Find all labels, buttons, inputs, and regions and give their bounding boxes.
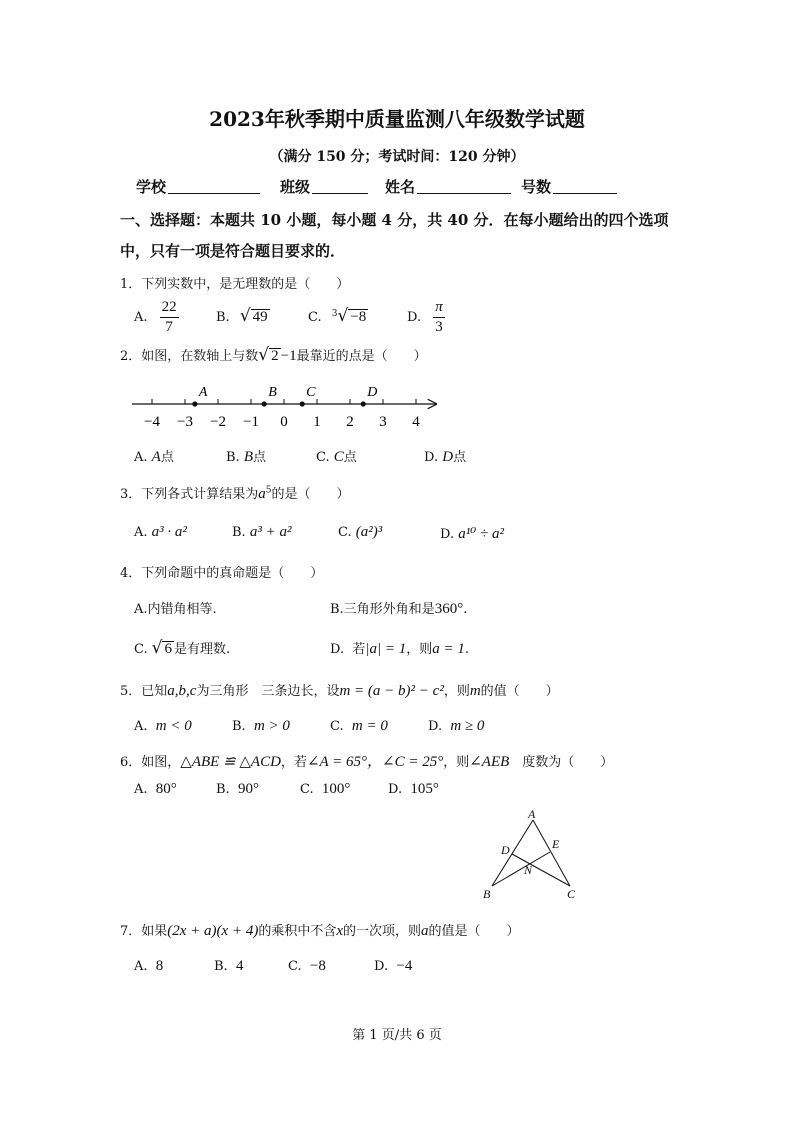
q1-d-label: D.: [407, 310, 422, 325]
name-label: 姓名: [385, 178, 416, 196]
q2-option-b: B. B点: [226, 449, 267, 465]
triangle-figure: [478, 806, 588, 902]
number-line-tick-label: −4: [144, 414, 160, 430]
number-line-point: [300, 401, 305, 406]
number-line-tick-label: 2: [346, 414, 354, 430]
q2-radical: 2: [271, 348, 279, 364]
section-heading-line1: 一、选择题：本题共 10 小题，每小题 4 分，共 40 分．在每小题给出的四个选项: [120, 211, 669, 229]
figure-label-E: E: [552, 837, 560, 851]
number-line-tick-label: −3: [177, 414, 193, 430]
name-field: [385, 176, 511, 197]
q1-a-fraction: $\frac{22}{7}$: [161, 299, 177, 335]
number-line-point-label: A: [198, 385, 208, 400]
q1-stem: 1．下列实数中，是无理数的是（ ）: [120, 277, 350, 292]
segment-BE: [492, 852, 550, 886]
q7-option-b: B. 4: [214, 958, 244, 974]
q3-option-d: D. a¹⁰ ÷ a²: [440, 526, 504, 542]
number-field: [521, 176, 617, 197]
q1-b-radical: 49: [252, 309, 268, 325]
q3-option-a: A. a³ · a²: [134, 524, 187, 540]
q1-d-fraction: $\frac{\pi}{3}$: [435, 299, 443, 335]
q6-option-d: D. 105°: [388, 781, 439, 797]
q1-option-d: [407, 300, 445, 335]
q6-option-c: C. 100°: [300, 781, 351, 797]
number-line-tick-label: −2: [210, 414, 226, 430]
number-label: 号数: [521, 178, 552, 196]
exam-title: 2023年秋季期中质量监测八年级数学试题: [209, 107, 585, 131]
q2-stem: 2．如图，在数轴上与数√ 2 −1最靠近的点是（ ）: [120, 345, 427, 365]
q1-option-a: [134, 300, 179, 335]
page-footer: 第 1 页/共 6 页: [352, 1028, 442, 1043]
q1-a-label: A.: [134, 310, 148, 325]
number-line-point-label: D: [367, 385, 378, 400]
q1-b-label: B.: [216, 310, 230, 325]
q1-c-label: C.: [308, 310, 322, 325]
q2-option-a: A. A点: [134, 449, 174, 465]
q4-option-c: C. √ 6 是有理数.: [134, 638, 231, 658]
q2-option-c: C. C点: [316, 449, 357, 465]
q6-option-a: A. 80°: [134, 781, 177, 797]
school-label: 学校: [136, 178, 167, 196]
q4-stem: 4．下列命题中的真命题是（ ）: [120, 566, 324, 581]
class-blank: [312, 179, 368, 194]
number-blank: [553, 179, 617, 194]
number-line-point-label: C: [306, 385, 316, 400]
q1-c-index: 3: [331, 308, 338, 319]
number-line-tick-label: 3: [379, 414, 387, 430]
number-line-point: [361, 401, 366, 406]
number-line: [128, 378, 448, 434]
q6-stem: 6．如图，△ABE ≌ △ACD，若∠A = 65°，∠C = 25°，则∠AEB 度数为（ ）: [120, 754, 614, 770]
q4-option-a: A.内错角相等.: [134, 602, 217, 617]
class-label: 班级: [280, 178, 311, 196]
q3-option-c: C. (a²)³: [338, 524, 383, 540]
name-blank: [417, 179, 511, 194]
q5-option-a: A. m < 0: [134, 718, 192, 734]
number-line-tick-label: 1: [313, 414, 321, 430]
school-field: [136, 176, 260, 197]
q1-option-b: B. √ 49: [216, 306, 268, 326]
q5-stem: 5．已知a,b,c为三角形 三条边长，设m = (a − b)² − c²，则m的值（ ）: [120, 683, 559, 699]
q5-option-b: B. m > 0: [232, 718, 290, 734]
figure-label-C: C: [567, 887, 576, 901]
q5-option-d: D. m ≥ 0: [428, 718, 485, 734]
q1-option-c: C. $^3$√ −8: [308, 306, 367, 326]
class-field: [280, 176, 368, 197]
number-line-point: [192, 401, 197, 406]
exam-subtitle: （满分 150 分；考试时间：120 分钟）: [269, 149, 525, 165]
q3-option-b: B. a³ + a²: [232, 524, 292, 540]
figure-label-N: N: [524, 863, 533, 877]
figure-label-B: B: [483, 887, 491, 901]
q4-option-d: D. 若|a| = 1，则a = 1.: [330, 641, 470, 657]
school-blank: [168, 179, 260, 194]
number-line-tick-label: 0: [280, 414, 288, 430]
q7-option-d: D. −4: [374, 958, 413, 974]
q2-option-d: D. D点: [424, 449, 467, 465]
section-heading-line2: 中，只有一项是符合题目要求的．: [120, 242, 346, 260]
q4-option-b: B.三角形外角和是360°.: [330, 601, 468, 617]
number-line-point-label: B: [268, 385, 277, 400]
figure-label-D: D: [501, 843, 510, 857]
q7-option-c: C. −8: [288, 958, 326, 974]
number-line-tick-label: −1: [243, 414, 259, 430]
q7-stem: 7．如果(2x + a)(x + 4)的乘积中不含x的一次项，则a的值是（ ）: [120, 923, 520, 939]
q3-stem: 3．下列各式计算结果为$a^5$的是（ ）: [120, 485, 350, 502]
q7-option-a: A. 8: [134, 958, 164, 974]
q6-option-b: B. 90°: [216, 781, 259, 797]
q1-c-radical: −8: [350, 309, 367, 325]
figure-label-A: A: [528, 807, 536, 821]
q5-option-c: C. m = 0: [330, 718, 388, 734]
number-line-tick-label: 4: [412, 414, 420, 430]
number-line-point: [262, 401, 267, 406]
